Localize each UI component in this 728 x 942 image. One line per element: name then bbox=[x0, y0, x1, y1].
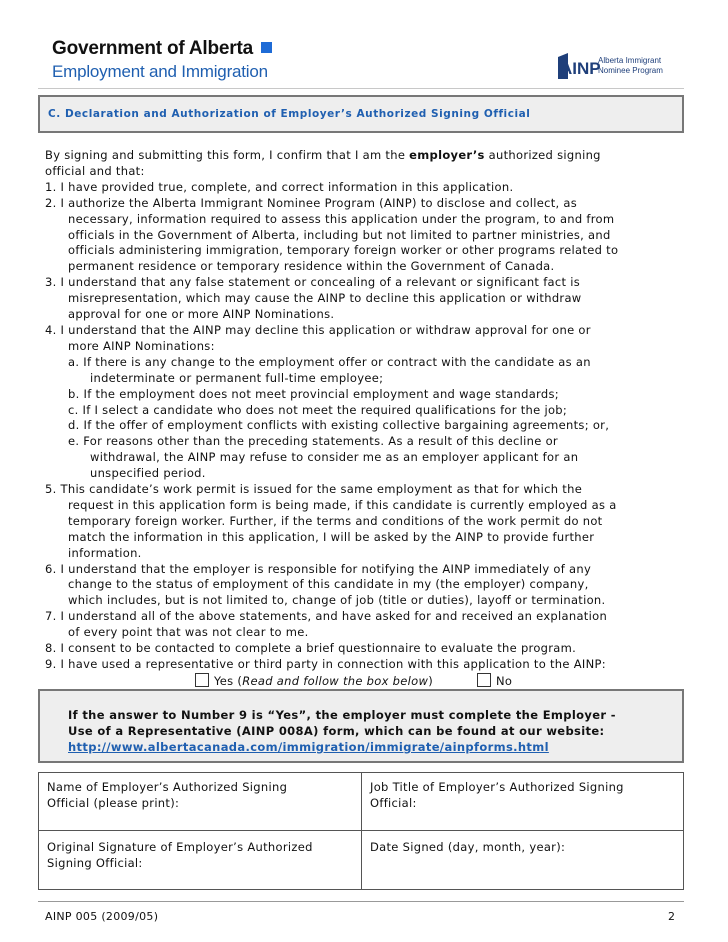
ainp-forms-link[interactable]: http://www.albertacanada.com/immigration/immigrate/ainpforms.html bbox=[68, 740, 549, 754]
department-name: Employment and Immigration bbox=[52, 62, 268, 81]
org-name: Government of Alberta bbox=[52, 38, 253, 59]
intro-line: By signing and submitting this form, I confirm that I am the employer’s authorized signing bbox=[45, 148, 601, 162]
representative-choice bbox=[45, 673, 695, 690]
job-title-field[interactable]: Job Title of Employer’s Authorized Signing Official: bbox=[370, 780, 624, 810]
list-item-cont: match the information in this application, I will be asked by the AINP to provide further bbox=[68, 529, 595, 544]
section-c-heading bbox=[38, 95, 684, 133]
section-c-title: C. Declaration and Authorization of Employer’s Authorized Signing Official bbox=[48, 108, 531, 120]
list-item: 8. I consent to be contacted to complete a brief questionnaire to evaluate the program. bbox=[45, 641, 577, 656]
page-number: 2 bbox=[668, 910, 675, 923]
ainp-logo-text bbox=[598, 56, 663, 76]
yes-checkbox[interactable] bbox=[195, 673, 209, 687]
employer-emphasis: employer’s bbox=[409, 148, 485, 162]
signature-field[interactable]: Original Signature of Employer’s Authorized Signing Official: bbox=[47, 840, 313, 870]
sub-list-item: b. If the employment does not meet provincial employment and wage standards; bbox=[68, 386, 559, 401]
footer-divider bbox=[38, 901, 684, 902]
logo-line-2: Nominee Program bbox=[598, 66, 663, 75]
sub-list-item-cont: indeterminate or permanent full-time employee; bbox=[90, 370, 384, 385]
notice-line-1: If the answer to Number 9 is “Yes”, the employer must complete the Employer - bbox=[68, 708, 616, 722]
date-signed-field[interactable]: Date Signed (day, month, year): bbox=[370, 840, 566, 854]
sub-list-item-cont: withdrawal, the AINP may refuse to consider me as an employer applicant for an bbox=[90, 450, 579, 465]
header-divider bbox=[38, 88, 684, 89]
notice-text bbox=[68, 707, 616, 755]
list-item-cont: more AINP Nominations: bbox=[68, 338, 215, 353]
yes-label-instruction: Read and follow the box below bbox=[242, 673, 429, 688]
ainp-logo-mark: AINP bbox=[560, 59, 601, 78]
list-item-cont: misrepresentation, which may cause the AINP to decline this application or withdraw bbox=[68, 291, 582, 306]
list-item-cont: of every point that was not clear to me. bbox=[68, 625, 309, 640]
list-item: 3. I understand that any false statement or concealing of a relevant or significant fact is bbox=[45, 275, 581, 290]
table-divider-horizontal bbox=[39, 830, 683, 831]
sub-list-item: e. For reasons other than the preceding statements. As a result of this decline or bbox=[68, 434, 558, 449]
list-item: 2. I authorize the Alberta Immigrant Nominee Program (AINP) to disclose and collect, as bbox=[45, 195, 578, 210]
list-item-cont: officials in the Government of Alberta, including but not limited to partner ministries, and bbox=[68, 227, 611, 242]
name-field[interactable]: Name of Employer’s Authorized Signing Official (please print): bbox=[47, 780, 288, 810]
representative-notice-box bbox=[38, 689, 684, 763]
list-item: 9. I have used a representative or third party in connection with this application to the AINP: bbox=[45, 657, 606, 671]
list-item-cont: necessary, information required to assess this application under the program, to and from bbox=[68, 211, 615, 226]
form-identifier: AINP 005 (2009/05) bbox=[45, 910, 159, 923]
list-item-cont: which includes, but is not limited to, change of job (title or duties), layoff or termination. bbox=[68, 593, 606, 608]
yes-label-post: ) bbox=[428, 673, 433, 688]
list-item-cont: request in this application form is being made, if this candidate is currently employed as a bbox=[68, 497, 617, 512]
signing-official-table bbox=[38, 772, 684, 890]
list-item-cont: permanent residence or temporary residence within the Government of Canada. bbox=[68, 259, 555, 274]
government-title bbox=[52, 38, 272, 60]
table-divider-vertical bbox=[361, 773, 362, 889]
list-item-cont: change to the status of employment of this candidate in my (the employer) company, bbox=[68, 577, 589, 592]
list-item: 7. I understand all of the above statements, and have asked for and received an explanation bbox=[45, 609, 608, 624]
sub-list-item: d. If the offer of employment conflicts with existing collective bargaining agreements; or, bbox=[68, 418, 610, 433]
no-checkbox[interactable] bbox=[477, 673, 491, 687]
list-item: 1. I have provided true, complete, and correct information in this application. bbox=[45, 179, 514, 194]
list-item-cont: temporary foreign worker. Further, if the terms and conditions of the work permit do not bbox=[68, 513, 603, 528]
list-item: 6. I understand that the employer is responsible for notifying the AINP immediately of any bbox=[45, 561, 592, 576]
intro-line-2: official and that: bbox=[45, 163, 145, 178]
no-label: No bbox=[495, 673, 513, 688]
sub-list-item: a. If there is any change to the employment offer or contract with the candidate as an bbox=[68, 354, 591, 369]
list-item: 5. This candidate’s work permit is issued for the same employment as that for which the bbox=[45, 482, 583, 497]
logo-line-1: Alberta Immigrant bbox=[598, 56, 662, 65]
yes-label-pre: Yes ( bbox=[214, 673, 243, 688]
ainp-logo-icon bbox=[558, 53, 601, 79]
declaration-text bbox=[45, 148, 695, 690]
list-item-cont: information. bbox=[68, 545, 142, 560]
square-icon bbox=[261, 42, 272, 53]
list-item-cont: approval for one or more AINP Nominations. bbox=[68, 307, 335, 322]
sub-list-item: c. If I select a candidate who does not meet the required qualifications for the job; bbox=[68, 402, 568, 417]
sub-list-item-cont: unspecified period. bbox=[90, 466, 206, 481]
list-item: 4. I understand that the AINP may decline this application or withdraw approval for one or bbox=[45, 322, 591, 337]
notice-line-2: Use of a Representative (AINP 008A) form, which can be found at our website: bbox=[68, 724, 605, 738]
list-item-cont: officials administering immigration, temporary foreign worker or other programs related to bbox=[68, 243, 619, 258]
